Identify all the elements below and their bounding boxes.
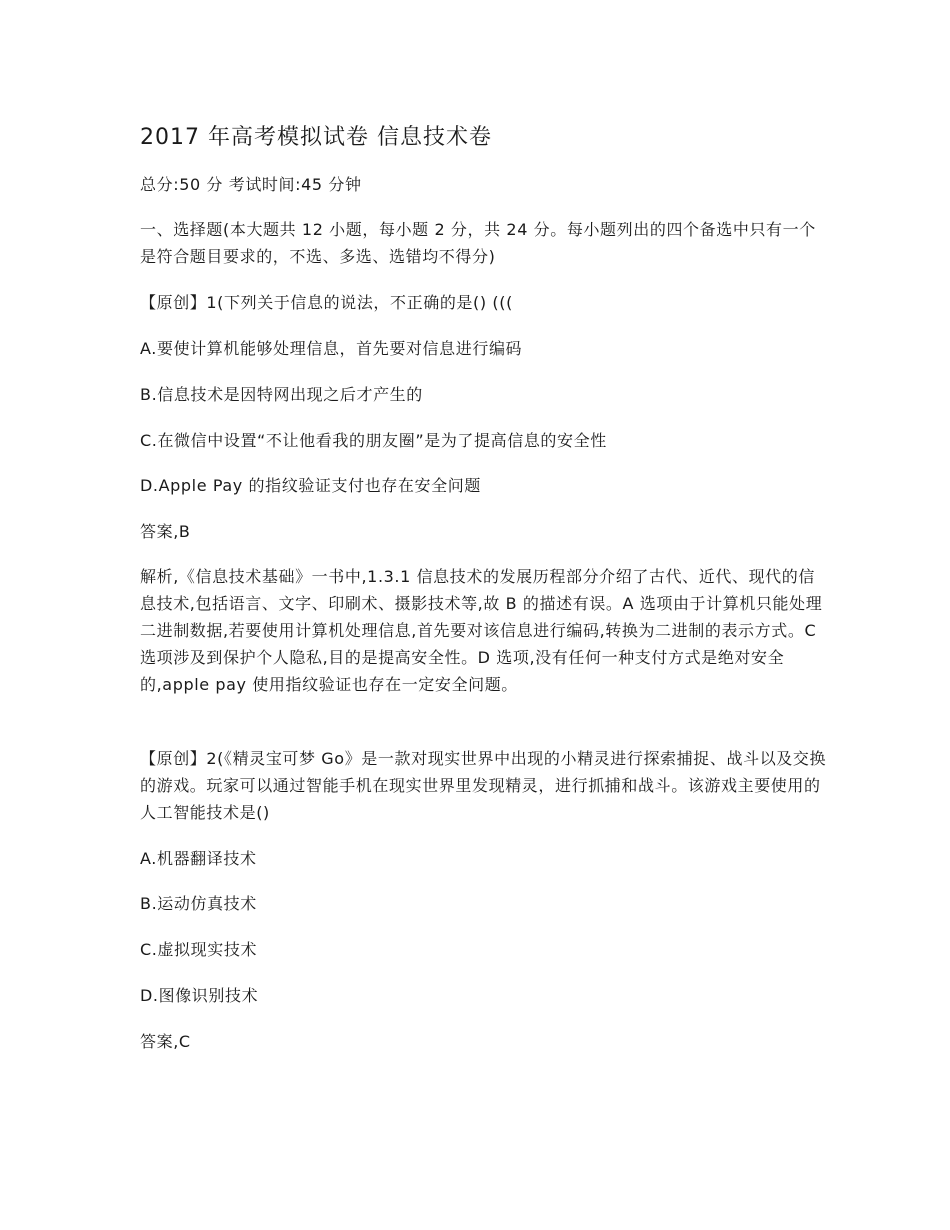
question-2-option-b: B.运动仿真技术	[140, 894, 257, 913]
question-2-option-a: A.机器翻译技术	[140, 849, 257, 868]
question-1-option-c: C.在微信中设置“不让他看我的朋友圈”是为了提高信息的安全性	[140, 431, 607, 450]
question-1-analysis: 解析,《信息技术基础》一书中,1.3.1 信息技术的发展历程部分介绍了古代、近代、现代的信息技术,包括语言、文字、印刷术、摄影技术等,故 B 的描述有误。A 选项由于计算机只能处理二进制数据,若要使用计算机处理信息,首先要对该信息进行编码,转换为二进制的表示方式。C 选项涉及到保护个人隐私,目的是提高安全性。D 选项,没有任何一种支付方式是绝对安全的,apple pay 使用指纹验证也存在一定安全问题。	[140, 567, 823, 694]
question-1-option-b: B.信息技术是因特网出现之后才产生的	[140, 385, 423, 404]
question-1-stem: 【原创】1(下列关于信息的说法，不正确的是() (((	[140, 293, 513, 312]
exam-meta: 总分:50 分 考试时间:45 分钟	[140, 175, 362, 194]
question-2-stem: 【原创】2(《精灵宝可梦 Go》是一款对现实世界中出现的小精灵进行探索捕捉、战斗以及交换的游戏。玩家可以通过智能手机在现实世界里发现精灵，进行抓捕和战斗。该游戏主要使用的人工智能技术是()	[140, 749, 827, 822]
page-title: 2017 年高考模拟试卷 信息技术卷	[140, 125, 492, 150]
section-header: 一、选择题(本大题共 12 小题，每小题 2 分，共 24 分。每小题列出的四个备选中只有一个是符合题目要求的，不选、多选、选错均不得分)	[140, 220, 816, 266]
question-1-option-d: D.Apple Pay 的指纹验证支付也存在安全问题	[140, 476, 481, 495]
question-2-option-d: D.图像识别技术	[140, 986, 259, 1005]
question-1-option-a: A.要使计算机能够处理信息，首先要对信息进行编码	[140, 339, 523, 358]
question-1-answer: 答案,B	[140, 522, 191, 541]
question-2-option-c: C.虚拟现实技术	[140, 940, 258, 959]
question-2-answer: 答案,C	[140, 1032, 191, 1051]
